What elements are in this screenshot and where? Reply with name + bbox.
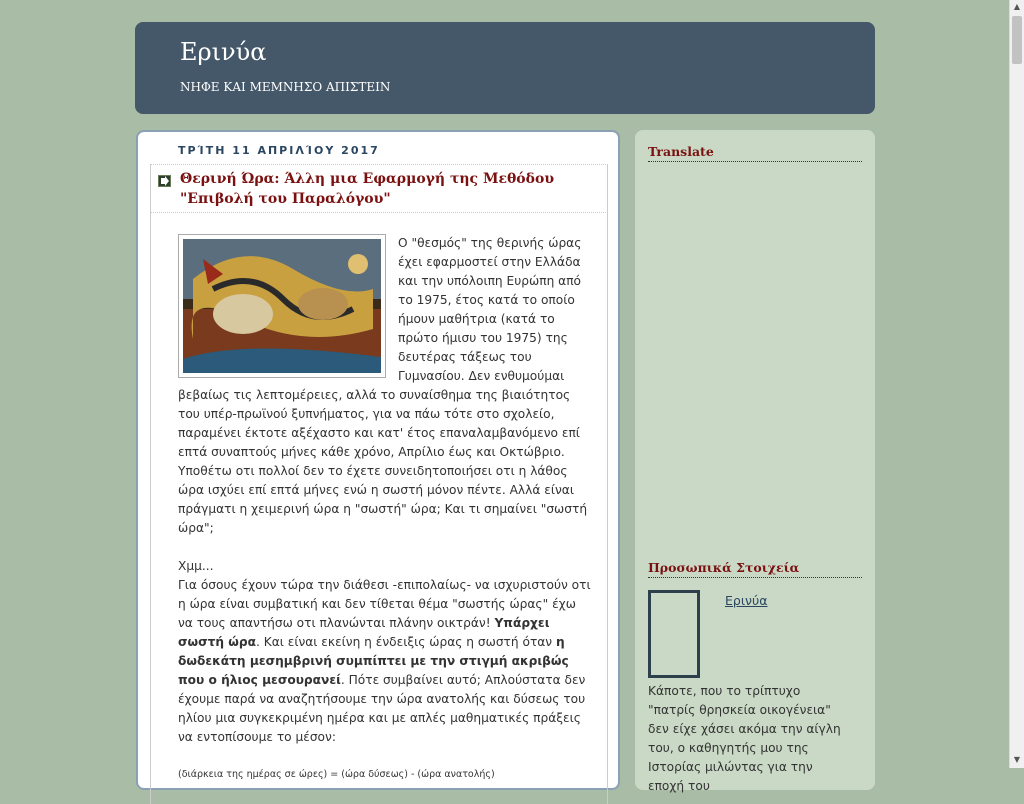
chevron-up-icon[interactable]: ▲ — [1013, 2, 1021, 11]
post-paragraph-4e: . Πότε συμβαίνει αυτό; Απλούστατα δεν έχουμε παρά να αναζητήσουμε την ώρα ανατολής και δύσεως του ηλίου μια συγκεκριμένη ημέρα και με απλές μαθηματικές πράξεις να εντοπίσουμε το μέσον: — [178, 673, 586, 744]
scrollbar-thumb[interactable] — [1012, 16, 1022, 64]
sidebar — [635, 130, 875, 793]
profile-about-text: Κάποτε, που το τρίπτυχο "πατρίς θρησκεία οικογένεια" δεν είχε χάσει ακόμα την αίγλη του, ο καθηγητής μου της Ιστορίας μιλώντας για την εποχή του — [648, 684, 841, 793]
vertical-scrollbar[interactable] — [1009, 0, 1024, 768]
blog-description: ΝΗΦΕ ΚΑΙ ΜΕΜΝΗΣΟ ΑΠΙΣΤΕΙΝ — [180, 80, 391, 94]
post-paragraph-3: Χμμ... — [178, 559, 214, 573]
post-body — [178, 234, 594, 784]
post-paragraph-4c: . Και είναι εκείνη η ένδειξις ώρας η σωστή όταν — [255, 635, 553, 649]
post-emphasis-2: η δωδεκάτη μεσημβρινή συμπίπτει με την στιγμή ακριβώς που ο ήλιος μεσουρανεί — [178, 635, 569, 687]
blog-header — [135, 22, 875, 114]
post-formula: (διάρκεια της ημέρας σε ώρες) = (ώρα δύσεως) - (ώρα ανατολής) — [178, 769, 495, 780]
profile-widget-title: Προσωπικά Στοιχεία — [648, 560, 862, 578]
main-column — [136, 130, 620, 790]
chevron-down-icon[interactable]: ▼ — [1013, 755, 1021, 764]
arrow-right-icon — [158, 175, 171, 187]
post-image[interactable] — [178, 234, 386, 378]
translate-widget-title: Translate — [648, 144, 862, 162]
post-date: ΤΡΊΤΗ 11 ΑΠΡΙΛΊΟΥ 2017 — [178, 144, 380, 157]
post-paragraph-4a: Για όσους έχουν τώρα την διάθεσι -επιπολαίως- να ισχυριστούν οτι η ώρα είναι συμβατική και δεν τίθεται θέμα "σωστής ώρας" έχω να τους απαντήσω οτι πλανώνται πλάνην οικτράν! — [178, 578, 591, 630]
blog-title[interactable]: Ερινύα — [180, 38, 267, 66]
profile-name-link[interactable]: Ερινύα — [725, 593, 768, 608]
post-emphasis-1: Υπάρχει σωστή ώρα — [178, 616, 550, 649]
post-paragraph-2: Υποθέτω οτι πολλοί δεν το έχετε συνειδητοποιήσει οτι η λάθος ώρα ισχύει επί επτά μήνες ενώ η σωστή μόνον πέντε. Αλλά είναι πράγματι η χειμερινή ώρα η "σωστή" ώρα; Και τι σημαίνει "σωστή ώρα"; — [178, 464, 588, 535]
post-paragraph-1: Ο "θεσμός" της θερινής ώρας έχει εφαρμοστεί στην Ελλάδα και την υπόλοιπη Ευρώπη από το 1975, έτος κατά το οποίο ήμουν μαθήτρια (κατά το πρώτο ήμισυ του 1975) της δευτέρας τάξεως του Γυμνασίου. Δεν ενθυμούμαι βεβαίως τις λεπτομέρειες, αλλά το συναίσθημα της βιαιότητος του υπέρ-πρωϊνού ξυπνήματος, για να πάω τότε στο σχολείο, παραμένει έκτοτε αξέχαστο και κατ' έτος επαναλαμβανόμενο επί επτά συναπτούς μήνες κάθε χρόνο, Απρίλιο έως και Οκτώβριο. — [178, 236, 582, 459]
post-title[interactable]: Θερινή Ώρα: Άλλη μια Εφαρμογή της Μεθόδου "Επιβολή του Παραλόγου" — [180, 171, 555, 207]
avatar[interactable] — [648, 590, 700, 678]
post-title-row — [150, 166, 606, 213]
